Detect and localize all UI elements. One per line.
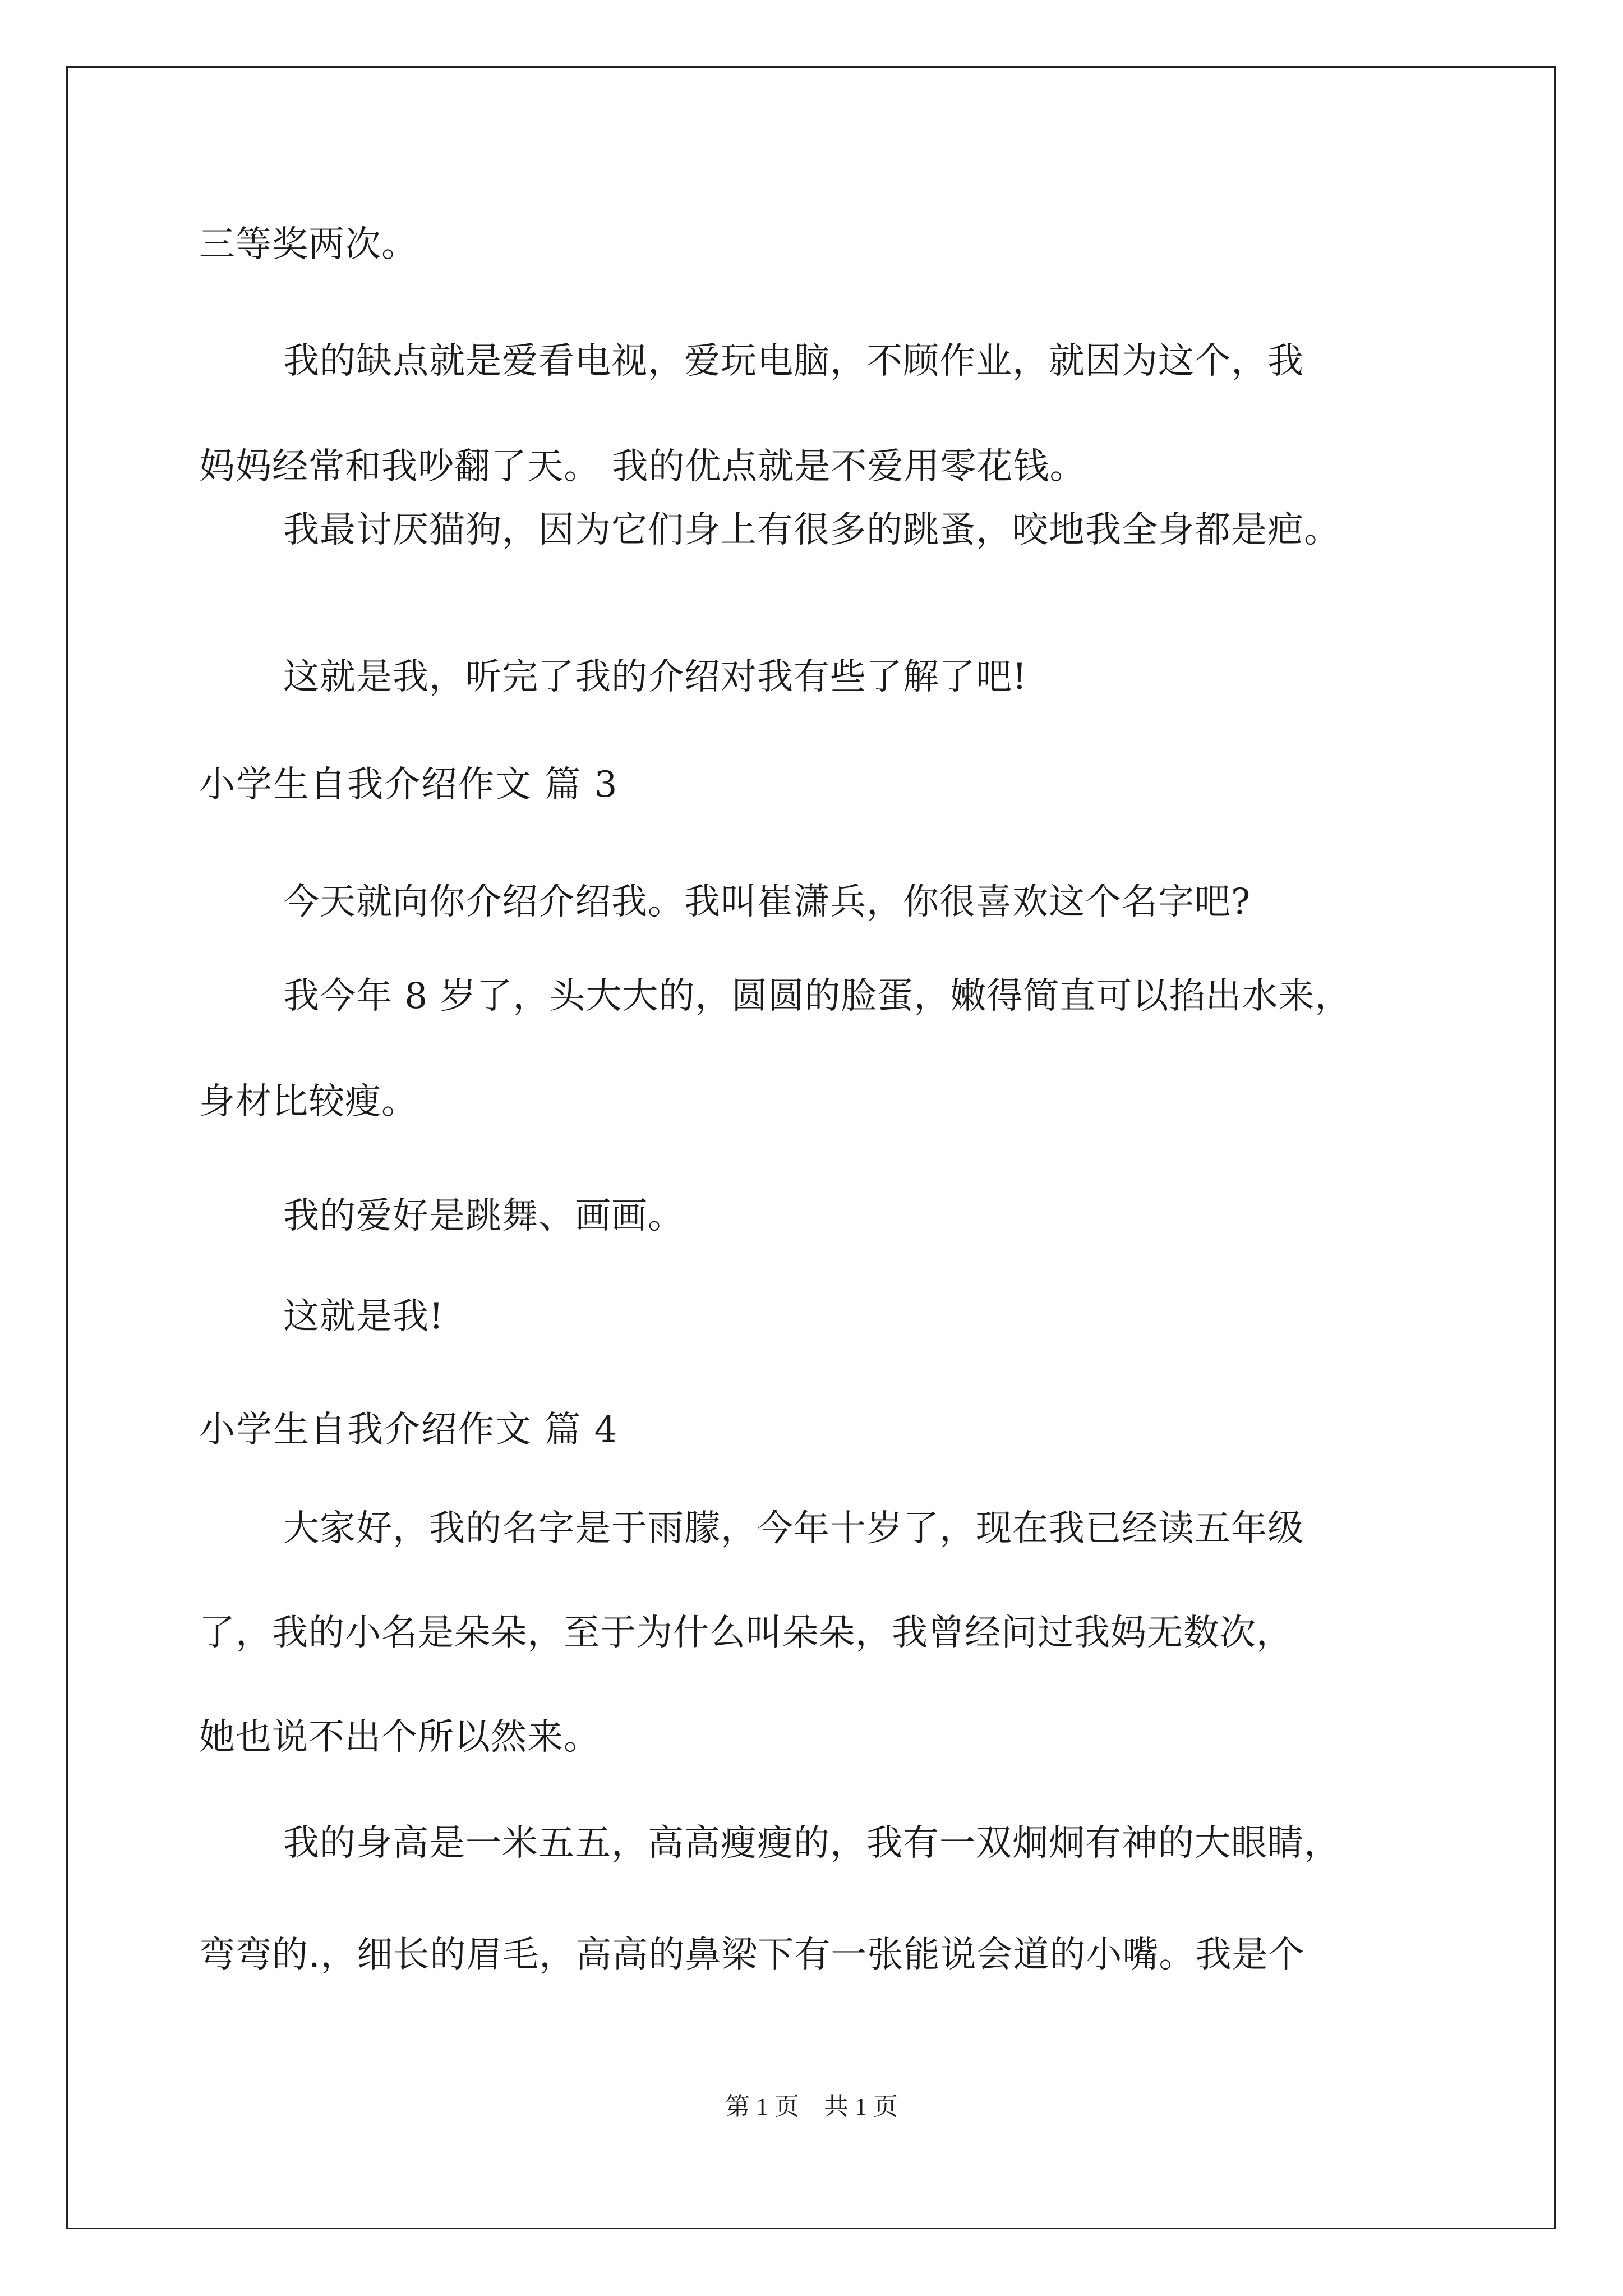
page-number: 第 1 页 共 1 页 [725, 2093, 898, 2120]
text-line: 我的身高是一米五五，高高瘦瘦的，我有一双炯炯有神的大眼睛， [283, 1823, 1340, 1864]
text-line: 今天就向你介绍介绍我。我叫崔潇兵，你很喜欢这个名字吧? [283, 881, 1251, 923]
text-line: 弯弯的.，细长的眉毛，高高的鼻梁下有一张能说会道的小嘴。我是个 [199, 1934, 1305, 1976]
text-line: 了，我的小名是朵朵，至于为什么叫朵朵，我曾经问过我妈无数次， [199, 1612, 1293, 1654]
text-line: 我最讨厌猫狗，因为它们身上有很多的跳蚤，咬地我全身都是疤。 [283, 509, 1340, 551]
text-line: 大家好，我的名字是于雨朦，今年十岁了，现在我已经读五年级 [283, 1508, 1304, 1549]
text-line: 我的爱好是跳舞、画画。 [283, 1195, 684, 1237]
text-line: 我的缺点就是爱看电视，爱玩电脑，不顾作业，就因为这个，我 [283, 341, 1304, 382]
text-line: 身材比较瘦。 [199, 1081, 418, 1122]
section-heading: 小学生自我介绍作文 篇 3 [199, 764, 619, 806]
section-heading: 小学生自我介绍作文 篇 4 [199, 1409, 619, 1451]
text-line: 妈妈经常和我吵翻了天。 我的优点就是不爱用零花钱。 [199, 446, 1086, 487]
text-line: 她也说不出个所以然来。 [199, 1717, 600, 1758]
text-line: 这就是我，听完了我的介绍对我有些了解了吧! [283, 656, 1027, 698]
page-border [66, 66, 1556, 2229]
text-line: 这就是我! [283, 1296, 444, 1337]
text-line: 我今年 8 岁了，头大大的，圆圆的脸蛋，嫩得简直可以掐出水来， [283, 976, 1352, 1017]
text-line: 三等奖两次。 [199, 224, 418, 265]
